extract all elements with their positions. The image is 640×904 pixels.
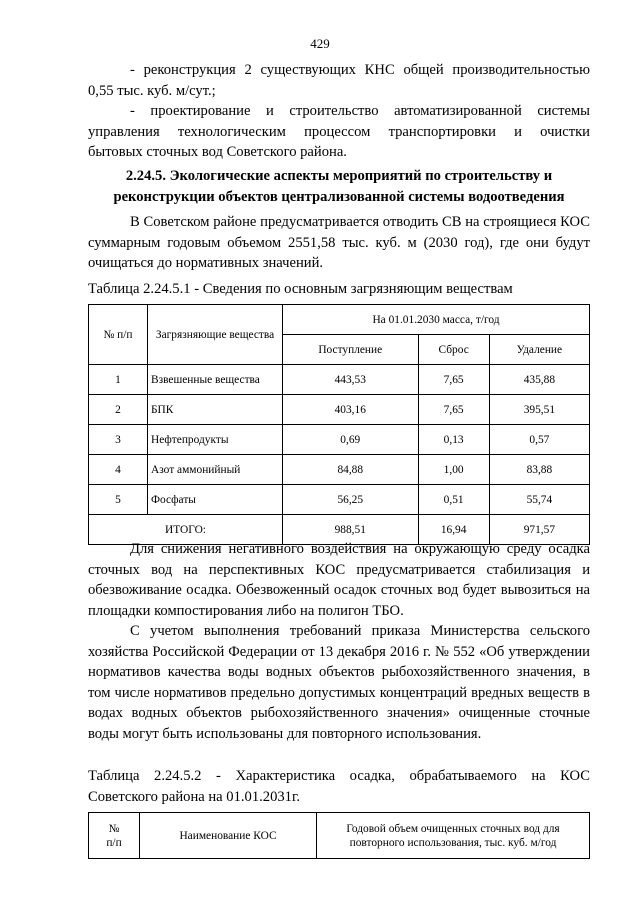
paragraph-2: Для снижения негативного воздействия на окружающую среду осадка сточных вод на перспективных КОС предусматривается стабилизация и обезвоживание осадка. Обезвоженный осадок сточных вод будет вывозиться на площадки компостирования либо на полигон ТБО. [88,541,590,619]
intro-list [88,60,590,163]
cell-removal: 435,88 [489,365,589,395]
header-no-line-1: № [108,822,120,835]
cell-intake: 443,53 [283,365,419,395]
table-row [89,455,590,485]
cell-no: 2 [89,395,148,425]
header-intake: Поступление [283,335,419,365]
cell-no: 5 [89,485,148,515]
cell-intake: 84,88 [283,455,419,485]
table-row [89,365,590,395]
table-row [89,425,590,455]
cell-discharge: 7,65 [418,395,489,425]
list-item-2-line-2: управления технологическим процессом транспортировки и очистки [88,123,590,140]
header-name: Наименование КОС [140,813,317,859]
cell-discharge: 0,51 [418,485,489,515]
paragraph-3: С учетом выполнения требований приказа Министерства сельского хозяйства Российской Федерации от 13 декабря 2016 г. № 552 «Об утверждении нормативов качества воды водных объектов рыбохозяйственного значения, в том числе нормативов предельно допустимых концентраций вредных веществ в водах водных объектов рыбохозяйственного значения» очищенные сточные воды могут быть использованы для повторного использования. [88,623,590,742]
list-item-1-line-1: - реконструкция 2 существующих КНС общей производительностью [130,62,590,78]
header-no: № п/п [89,305,148,365]
cell-discharge: 1,00 [418,455,489,485]
cell-no: 3 [89,425,148,455]
cell-removal: 0,57 [489,425,589,455]
page-number: 429 [310,36,330,51]
section-heading-line-1: 2.24.5. Экологические аспекты мероприятий по строительству и [125,168,553,184]
cell-removal: 55,74 [489,485,589,515]
cell-total-discharge: 16,94 [418,515,489,545]
cell-substance: Азот аммонийный [148,455,283,485]
cell-substance: БПК [148,395,283,425]
pollutants-table [88,304,590,545]
cell-total-label: ИТОГО: [89,515,283,545]
header-no-line-2: п/п [106,836,122,849]
cell-intake: 0,69 [283,425,419,455]
cell-substance: Нефтепродукты [148,425,283,455]
cell-substance: Взвешенные вещества [148,365,283,395]
header-no [89,813,140,859]
cell-discharge: 7,65 [418,365,489,395]
header-group: На 01.01.2030 масса, т/год [283,305,590,335]
header-discharge: Сброс [418,335,489,365]
header-volume: Годовой объем очищенных сточных вод для повторного использования, тыс. куб. м/год [317,813,590,859]
cell-removal: 83,88 [489,455,589,485]
table-2-caption-line-1: Таблица 2.24.5.2 - Характеристика осадка, обрабатываемого на КОС [88,768,590,784]
list-item-2-line-3: бытовых сточных вод Советского района. [88,144,347,161]
cell-discharge: 0,13 [418,425,489,455]
table-row [89,485,590,515]
cell-intake: 56,25 [283,485,419,515]
cell-removal: 395,51 [489,395,589,425]
header-substance: Загрязняющие вещества [148,305,283,365]
cell-total-removal: 971,57 [489,515,589,545]
cell-intake: 403,16 [283,395,419,425]
cell-no: 4 [89,455,148,485]
paragraph-1: В Советском районе предусматривается отводить СВ на строящиеся КОС суммарным годовым объемом 2551,58 тыс. куб. м (2030 год), где они будут очищаться до нормативных значений. [88,214,590,272]
sludge-table [88,812,590,859]
table-row [89,395,590,425]
cell-substance: Фосфаты [148,485,283,515]
list-item-2-line-1: - проектирование и строительство автоматизированной системы [130,103,590,120]
section-heading-line-2: реконструкции объектов централизованной системы водоотведения [113,188,565,205]
table-1-caption: Таблица 2.24.5.1 - Сведения по основным загрязняющим веществам [88,281,513,297]
list-item-1-line-2: 0,55 тыс. куб. м/сут.; [88,82,216,99]
table-2-caption [88,766,590,807]
header-removal: Удаление [489,335,589,365]
cell-no: 1 [89,365,148,395]
section-heading [88,166,590,207]
cell-total-intake: 988,51 [283,515,419,545]
table-2-caption-line-2: Советского района на 01.01.2031г. [88,788,300,805]
